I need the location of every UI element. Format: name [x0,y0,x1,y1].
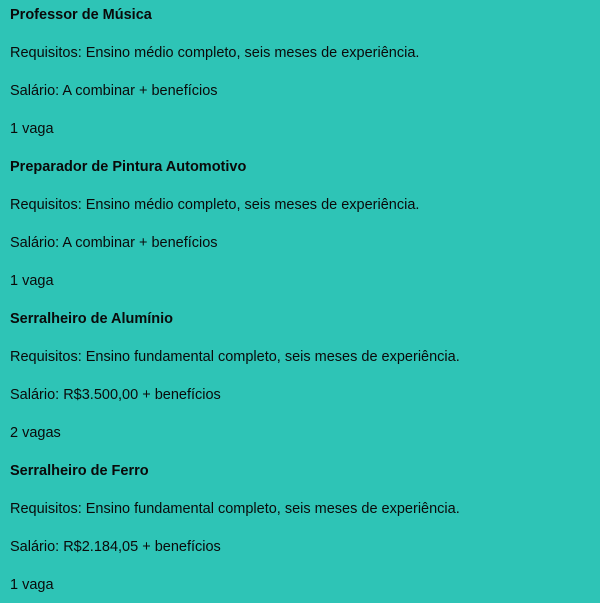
job-requirements: Requisitos: Ensino fundamental completo, seis meses de experiência. [10,501,460,517]
job-listing-preparador-pintura [10,158,590,291]
job-listing-serralheiro-aluminio [10,310,590,443]
job-listing-serralheiro-ferro [10,462,590,595]
job-requirements: Requisitos: Ensino médio completo, seis meses de experiência. [10,197,420,213]
job-vacancies: 1 vaga [10,273,54,289]
job-salary: Salário: R$2.184,05 + benefícios [10,539,221,555]
job-vacancies: 2 vagas [10,425,61,441]
job-title: Serralheiro de Alumínio [10,311,174,327]
job-listing-professor-musica [10,6,590,139]
job-requirements: Requisitos: Ensino médio completo, seis meses de experiência. [10,45,420,61]
job-vacancies: 1 vaga [10,121,54,137]
job-title: Preparador de Pintura Automotivo [10,159,247,175]
job-title: Serralheiro de Ferro [10,463,149,479]
job-salary: Salário: A combinar + benefícios [10,83,218,99]
job-salary: Salário: R$3.500,00 + benefícios [10,387,221,403]
job-salary: Salário: A combinar + benefícios [10,235,218,251]
job-vacancies: 1 vaga [10,577,54,593]
job-title: Professor de Música [10,7,152,23]
job-requirements: Requisitos: Ensino fundamental completo, seis meses de experiência. [10,349,460,365]
